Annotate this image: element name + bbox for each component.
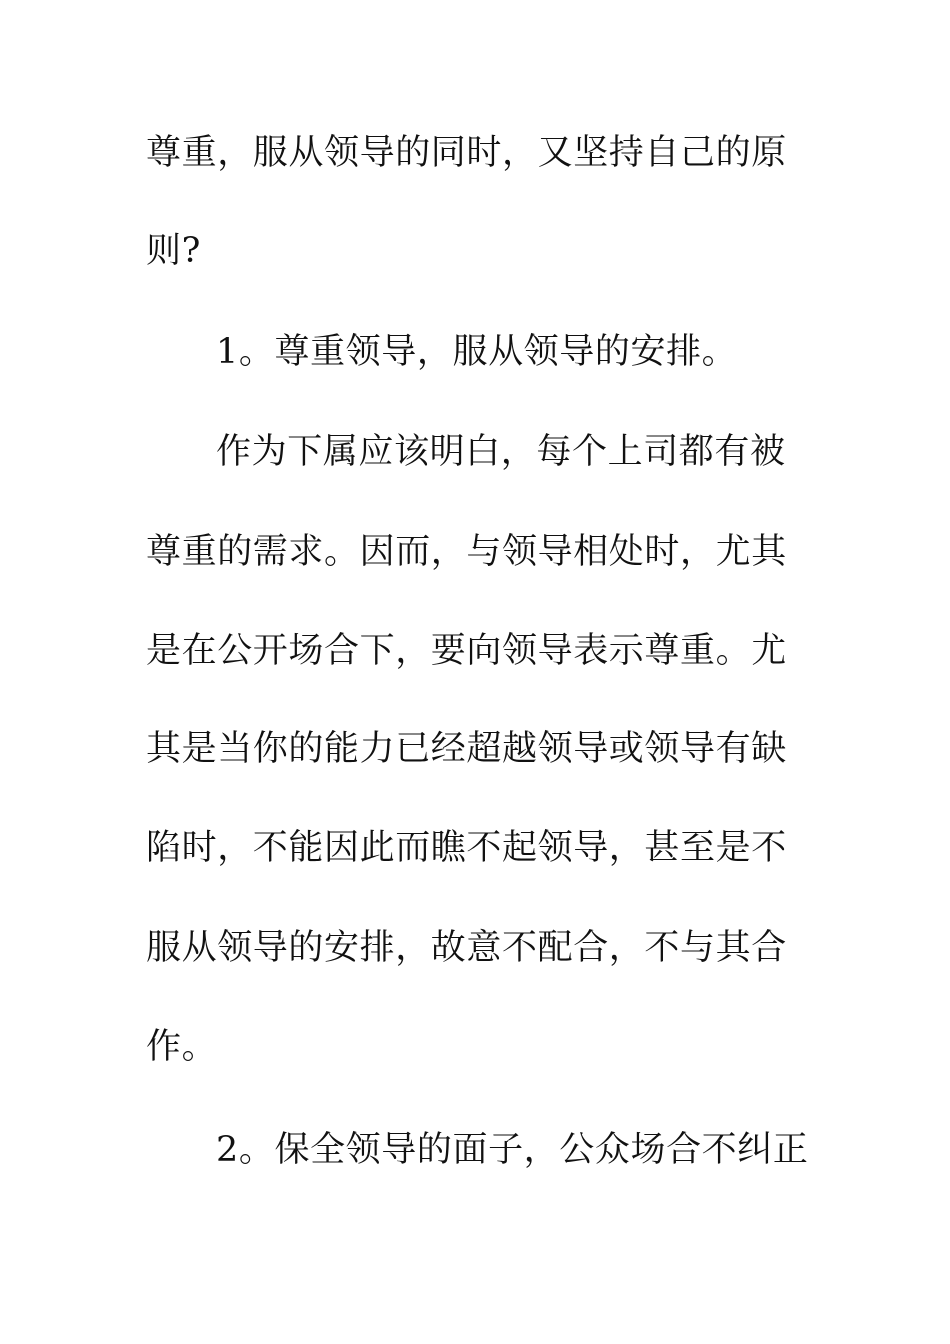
text-line: 尊重，服从领导的同时，又坚持自己的原 [146, 133, 787, 173]
numbered-heading: 1。尊重领导，服从领导的安排。 [216, 332, 738, 372]
text-line: 作。 [146, 1027, 218, 1067]
paragraph-start: 作为下属应该明白，每个上司都有被 [216, 432, 786, 472]
text-line: 是在公开场合下，要向领导表示尊重。尤 [146, 631, 787, 671]
text-line: 其是当你的能力已经超越领导或领导有缺 [146, 729, 787, 769]
text-line: 陷时，不能因此而瞧不起领导，甚至是不 [146, 828, 787, 868]
numbered-heading: 2。保全领导的面子，公众场合不纠正 [216, 1130, 809, 1170]
text-line: 则? [146, 231, 201, 271]
text-line: 服从领导的安排，故意不配合，不与其合 [146, 928, 787, 968]
text-line: 尊重的需求。因而，与领导相处时，尤其 [146, 532, 787, 572]
